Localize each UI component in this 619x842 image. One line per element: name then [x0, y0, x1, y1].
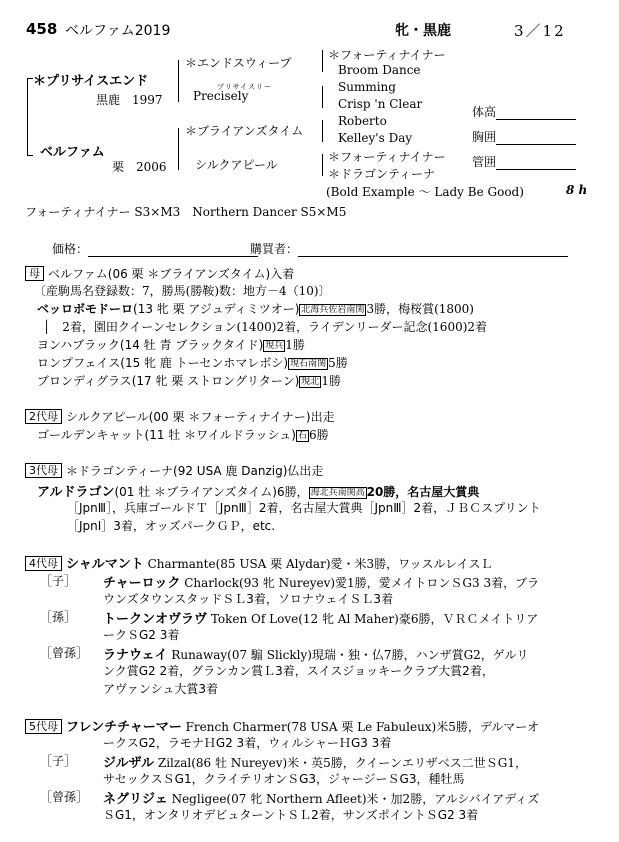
ddd: ＊ドラゴンティーナ	[328, 167, 436, 181]
g4-child-l2: ウンズタウンスタッドＳＬ3着，ソロナウェイＳＬ3着	[103, 592, 394, 606]
offspring-row: ヨンハブラック(14 牡 青 ブラックタイド) 現兵 1勝	[37, 338, 305, 352]
dam-reg: 〔産駒馬名登録数：7，勝馬(勝鞍)数：地方－4（10)〕	[34, 284, 331, 298]
g2-line: ゴールデンキャット(11 牡 ＊ワイルドラッシュ) 石 6勝	[37, 428, 329, 442]
g4-grand-l2: ークＳG2 3着	[103, 628, 180, 642]
g4-great-tag: ［曾孫］	[40, 646, 89, 660]
family-number: 8 h	[566, 183, 588, 197]
g2-title: 2代母 シルクアピール(00 栗 ＊フォーティナイナー)出走	[25, 408, 335, 425]
g3-line3: ［JpnⅠ］3着，オッズパークＧＰ，etc.	[67, 519, 276, 533]
pedigree-bracket	[322, 50, 323, 72]
g5-great-tag: ［曾孫］	[40, 790, 89, 804]
g5-child-l1: ジルザル Zilzal(86 牡 Nureyev)米・英5勝，クイーンエリザベス二世ＳG1，	[103, 756, 527, 771]
dam-name: ベルファム	[40, 145, 105, 160]
sex-label: 牝・黒鹿	[395, 23, 451, 39]
dam-sire: ＊ブライアンズタイム	[185, 124, 304, 138]
g4-great-l3: アヴァンシュ大賞3着	[103, 682, 218, 696]
g5-child-tag: ［子］	[40, 754, 77, 768]
g5-l2: ークスG2，ラモナＨG2 3着，ウィルシャーＨG3 3着	[103, 736, 392, 750]
pedigree-bracket	[27, 155, 33, 156]
horse-name: ベルファム2019	[65, 23, 171, 39]
dam-dam: シルクアピール	[195, 158, 278, 172]
g5-child-l2: サセックスＳG1，クライテリオンＳG3，ジャージーＳG3，種牡馬	[103, 772, 465, 786]
pedigree-bracket	[322, 154, 323, 176]
offspring-row: │ 2着，園田クイーンセレクション(1400)2着，ライデンリーダー記念(1600)2着	[43, 320, 488, 334]
sire-sire: ＊エンドスウィープ	[185, 56, 292, 70]
dss: Roberto	[338, 114, 387, 128]
lot-number: 458	[26, 20, 58, 38]
g5-great-l2: ＳG1，オンタリオデビュターントＳＬ2着，サンズポイントＳG2 3着	[103, 808, 479, 822]
sdd: Crisp 'n Clear	[338, 97, 423, 111]
dsd: Kelley's Day	[338, 131, 413, 145]
ddd-note: (Bold Example ～ Lady Be Good)	[326, 185, 524, 199]
g4-title: 4代母 シャルマント Charmante(85 USA 栗 Alydar)愛・米3勝，ワッスルレイスＬ	[25, 553, 493, 572]
g3-line1: アルドラゴン(01 牡 ＊ブライアンズタイム)6勝， 海北兵南関高 20勝，名古屋大賞典	[37, 485, 480, 500]
g4-grand-l1: トークンオヴラヴ Token Of Love(12 牝 Al Maher)豪6勝，ＶＲＣメイトリア	[103, 612, 539, 627]
sire-color-year: 黒鹿 1997	[96, 93, 163, 107]
sire-dam-ruby: プリサイスリー	[217, 83, 273, 91]
measure-cannon: 管囲	[472, 153, 576, 170]
buyer-field[interactable]: 購買者：	[250, 240, 568, 257]
measure-chest: 胸囲	[472, 128, 576, 145]
pedigree-bracket	[178, 128, 179, 170]
g4-grand-tag: ［孫］	[40, 610, 77, 624]
g3-line2: ［JpnⅢ］，兵庫ゴールドＴ［JpnⅢ］2着，名古屋大賞典［JpnⅢ］2着，ＪＢＣスプリント	[67, 501, 541, 515]
dam-color-year: 栗 2006	[112, 160, 167, 174]
g4-great-l2: ンク賞G2 2着，グランカン賞Ｌ3着，スイスジョッキークラブ大賞2着，	[103, 664, 494, 678]
dam-section-title: 母 ベルファム(06 栗 ＊ブライアンズタイム)入着	[25, 265, 294, 282]
pedigree-bracket	[322, 120, 323, 142]
sire-name: ＊プリサイスエンド	[33, 74, 149, 89]
g5-great-l1: ネグリジェ Negligee(07 牝 Northern Afleet)米・加2勝，アルシバイアディズ	[103, 792, 540, 807]
offspring-row: ベッロボモドーロ(13 牝 栗 アジュディミツオー) 北海兵佐岩南関 3勝，梅桜賞(1800)	[37, 302, 474, 316]
g5-title: 5代母 フレンチチャーマー French Charmer(78 USA 栗 Le Fabuleux)米5勝，デルマーオ	[25, 716, 539, 735]
offspring-row: ブロンディグラス(17 牝 栗 ストロングリターン) 現北 1勝	[37, 374, 341, 388]
sire-dam: Precisely	[193, 89, 249, 103]
sss: ＊フォーティナイナー	[328, 48, 446, 62]
sds: Summing	[338, 80, 396, 94]
price-field[interactable]: 価格：	[52, 240, 258, 257]
ssd: Broom Dance	[338, 63, 421, 77]
g4-child-l1: チャーロック Charlock(93 牝 Nureyev)愛1勝，愛メイトロンＳG3 3着，ブラ	[103, 576, 540, 591]
g4-child-tag: ［子］	[40, 574, 77, 588]
g3-title: 3代母 ＊ドラゴンティーナ(92 USA 鹿 Danzig)仏出走	[25, 462, 323, 479]
pedigree-bracket	[27, 78, 28, 156]
pedigree-bracket	[322, 86, 323, 108]
pedigree-bracket	[178, 60, 179, 102]
measure-height: 体高	[472, 103, 576, 120]
dds: ＊フォーティナイナー	[328, 150, 446, 164]
offspring-row: ロンプフェイス(15 牝 鹿 トーセンホマレボシ) 現石南関 5勝	[37, 356, 348, 370]
birth-date: 3／12	[514, 22, 566, 40]
inbreeding: フォーティナイナー S3×M3 Northern Dancer S5×M5	[25, 205, 347, 219]
g4-great-l1: ラナウェイ Runaway(07 騸 Slickly)現瑞・独・仏7勝，ハンザ賞G2，ゲルリ	[103, 648, 529, 663]
